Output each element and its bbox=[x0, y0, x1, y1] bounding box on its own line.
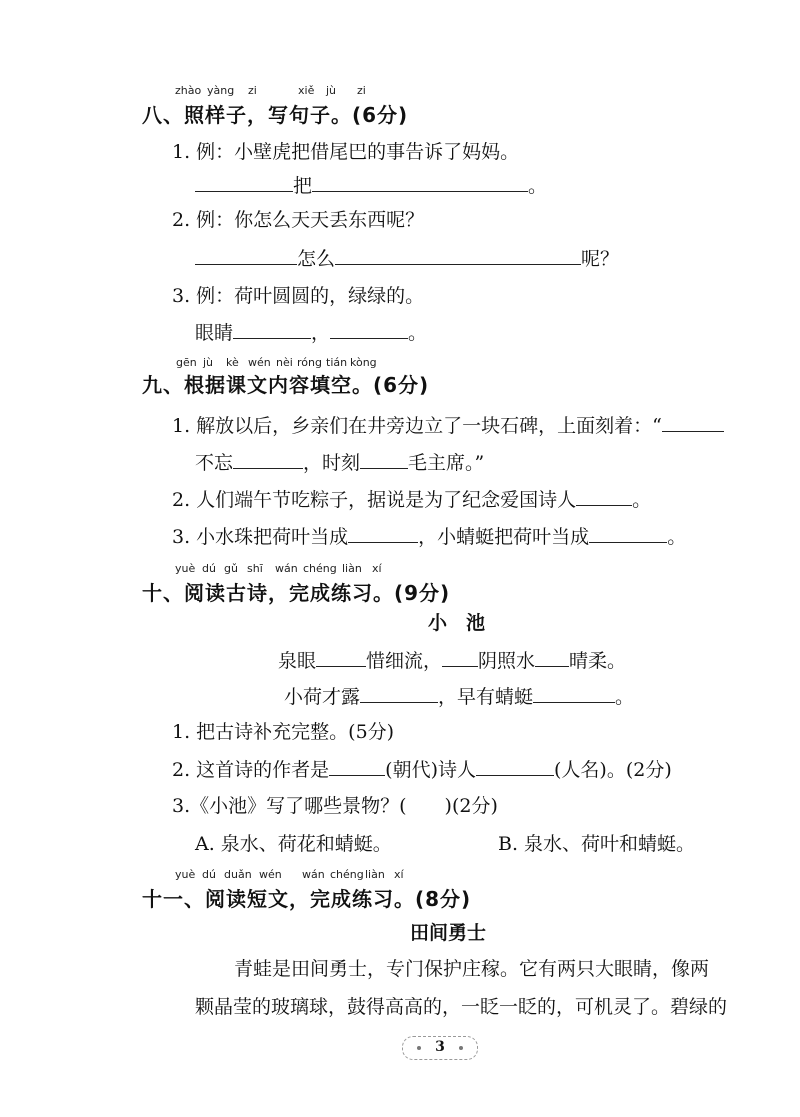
section-11-heading: 十一、阅读短文，完成练习。(8分) bbox=[142, 887, 472, 911]
answer-blank[interactable] bbox=[233, 320, 311, 339]
s8-q3: 3. 例：荷叶圆圆的，绿绿的。 bbox=[172, 285, 425, 307]
pinyin-syllable: róng bbox=[297, 356, 322, 369]
pinyin-syllable: yàng bbox=[207, 84, 235, 97]
poem-p1b: 惜细流， bbox=[366, 650, 443, 672]
answer-blank[interactable] bbox=[533, 684, 615, 703]
pinyin-syllable: yuè bbox=[175, 868, 196, 881]
pinyin-syllable: wán bbox=[302, 868, 325, 881]
s8-q1-mid: 把 bbox=[293, 175, 313, 197]
poem-p1d: 晴柔。 bbox=[569, 650, 627, 672]
s9-q1-line1 bbox=[172, 413, 724, 438]
pinyin-syllable: xí bbox=[372, 562, 382, 575]
answer-blank[interactable] bbox=[335, 246, 581, 265]
answer-blank[interactable] bbox=[360, 684, 438, 703]
s9-q2-text: 2. 人们端午节吃粽子，据说是为了纪念爱国诗人 bbox=[172, 489, 577, 511]
pinyin-syllable: liàn bbox=[365, 868, 385, 881]
s8-q3-end: 。 bbox=[408, 322, 428, 344]
pinyin-syllable: kòng bbox=[350, 356, 377, 369]
poem-p2c: 。 bbox=[615, 686, 635, 708]
pinyin-syllable: dú bbox=[202, 868, 216, 881]
answer-blank[interactable] bbox=[329, 757, 385, 776]
section-10-heading: 十、阅读古诗，完成练习。(9分) bbox=[142, 581, 451, 605]
poem-p2a: 小荷才露 bbox=[284, 686, 361, 708]
s9-q3-end: 。 bbox=[667, 526, 687, 548]
s8-q2-mid: 怎么 bbox=[297, 248, 336, 270]
answer-blank[interactable] bbox=[316, 648, 366, 667]
poem-title: 小 池 bbox=[428, 612, 486, 634]
pinyin-syllable: zhào bbox=[175, 84, 202, 97]
s9-q1b-end: 毛主席。” bbox=[408, 452, 485, 474]
s8-q3-answer-line bbox=[195, 320, 427, 345]
story-line-2: 颗晶莹的玻璃球，鼓得高高的，一眨一眨的，可机灵了。碧绿的 bbox=[195, 996, 728, 1018]
s9-q1-line2 bbox=[195, 450, 484, 475]
s10-q2-mid: (朝代)诗人 bbox=[385, 759, 476, 781]
answer-blank[interactable] bbox=[330, 320, 408, 339]
answer-blank[interactable] bbox=[476, 757, 554, 776]
s10-q2-end: (人名)。(2分) bbox=[554, 759, 672, 781]
poem-line-1 bbox=[278, 648, 626, 673]
story-line-1: 青蛙是田间勇士，专门保护庄稼。它有两只大眼睛，像两 bbox=[234, 958, 710, 980]
s9-q3-line bbox=[172, 524, 686, 549]
pinyin-syllable: tián bbox=[326, 356, 348, 369]
s8-q1-end: 。 bbox=[528, 175, 548, 197]
s8-q2-end: 呢？ bbox=[581, 248, 620, 270]
answer-blank[interactable] bbox=[233, 450, 303, 469]
pinyin-syllable: wén bbox=[259, 868, 282, 881]
s8-q1: 1. 例：小壁虎把借尾巴的事告诉了妈妈。 bbox=[172, 141, 520, 163]
s9-q2-end: 。 bbox=[632, 489, 652, 511]
answer-blank[interactable] bbox=[662, 413, 724, 432]
s9-q3-start: 3. 小水珠把荷叶当成 bbox=[172, 526, 349, 548]
s10-option-a[interactable]: A. 泉水、荷花和蜻蜓。 bbox=[195, 833, 392, 855]
pinyin-row-10 bbox=[0, 563, 800, 575]
pinyin-syllable: nèi bbox=[276, 356, 293, 369]
page-number-badge bbox=[402, 1036, 478, 1060]
answer-blank[interactable] bbox=[312, 173, 528, 192]
pinyin-syllable: wán bbox=[275, 562, 298, 575]
s10-q2-start: 2. 这首诗的作者是 bbox=[172, 759, 330, 781]
answer-blank[interactable] bbox=[195, 246, 297, 265]
answer-blank[interactable] bbox=[348, 524, 418, 543]
pinyin-syllable: zi bbox=[357, 84, 366, 97]
pinyin-row-11 bbox=[0, 869, 800, 881]
s9-q3-mid: ，小蜻蜓把荷叶当成 bbox=[418, 526, 590, 548]
pinyin-syllable: chéng bbox=[330, 868, 364, 881]
pinyin-syllable: duǎn bbox=[224, 868, 252, 881]
answer-blank[interactable] bbox=[195, 173, 293, 192]
pinyin-syllable: yuè bbox=[175, 562, 196, 575]
poem-line-2 bbox=[284, 684, 634, 709]
s8-q1-answer-line bbox=[195, 173, 547, 198]
story-title: 田间勇士 bbox=[410, 922, 487, 944]
pinyin-syllable: xiě bbox=[298, 84, 315, 97]
poem-p2b: ，早有蜻蜓 bbox=[438, 686, 534, 708]
answer-blank[interactable] bbox=[589, 524, 667, 543]
pinyin-syllable: jù bbox=[203, 356, 214, 369]
s10-q3: 3.《小池》写了哪些景物？( )(2分) bbox=[172, 795, 498, 817]
s9-q1b-mid: ，时刻 bbox=[303, 452, 361, 474]
pinyin-syllable: gǔ bbox=[224, 562, 238, 575]
s8-q2: 2. 例：你怎么天天丢东西呢？ bbox=[172, 209, 425, 231]
section-8-heading: 八、照样子，写句子。(6分) bbox=[142, 103, 409, 127]
s10-q2-line bbox=[172, 757, 672, 782]
pinyin-syllable: liàn bbox=[342, 562, 362, 575]
answer-blank[interactable] bbox=[576, 487, 632, 506]
s9-q2-line bbox=[172, 487, 651, 512]
ornament-dot bbox=[459, 1046, 463, 1050]
answer-blank[interactable] bbox=[360, 450, 408, 469]
s8-q3-mid: ， bbox=[311, 322, 331, 344]
section-9-heading: 九、根据课文内容填空。(6分) bbox=[142, 373, 430, 397]
pinyin-syllable: kè bbox=[226, 356, 239, 369]
answer-blank[interactable] bbox=[442, 648, 478, 667]
poem-p1a: 泉眼 bbox=[278, 650, 317, 672]
pinyin-syllable: jù bbox=[326, 84, 337, 97]
pinyin-syllable: shī bbox=[247, 562, 263, 575]
s10-option-b[interactable]: B. 泉水、荷叶和蜻蜓。 bbox=[498, 833, 696, 855]
pinyin-row-9 bbox=[0, 357, 800, 369]
s8-q3-start: 眼睛 bbox=[195, 322, 234, 344]
s10-q1: 1. 把古诗补充完整。(5分) bbox=[172, 721, 395, 743]
s9-q1-text: 1. 解放以后，乡亲们在井旁边立了一块石碑，上面刻着：“ bbox=[172, 415, 662, 437]
pinyin-syllable: dú bbox=[202, 562, 216, 575]
s8-q2-answer-line bbox=[195, 246, 619, 271]
pinyin-syllable: zi bbox=[248, 84, 257, 97]
pinyin-syllable: wén bbox=[248, 356, 271, 369]
poem-p1c: 阴照水 bbox=[478, 650, 536, 672]
pinyin-syllable: chéng bbox=[303, 562, 337, 575]
pinyin-row-8 bbox=[0, 85, 800, 97]
page-number: 3 bbox=[435, 1039, 445, 1055]
s9-q1b-start: 不忘 bbox=[195, 452, 234, 474]
pinyin-syllable: gēn bbox=[176, 356, 197, 369]
answer-blank[interactable] bbox=[535, 648, 569, 667]
pinyin-syllable: xí bbox=[394, 868, 404, 881]
